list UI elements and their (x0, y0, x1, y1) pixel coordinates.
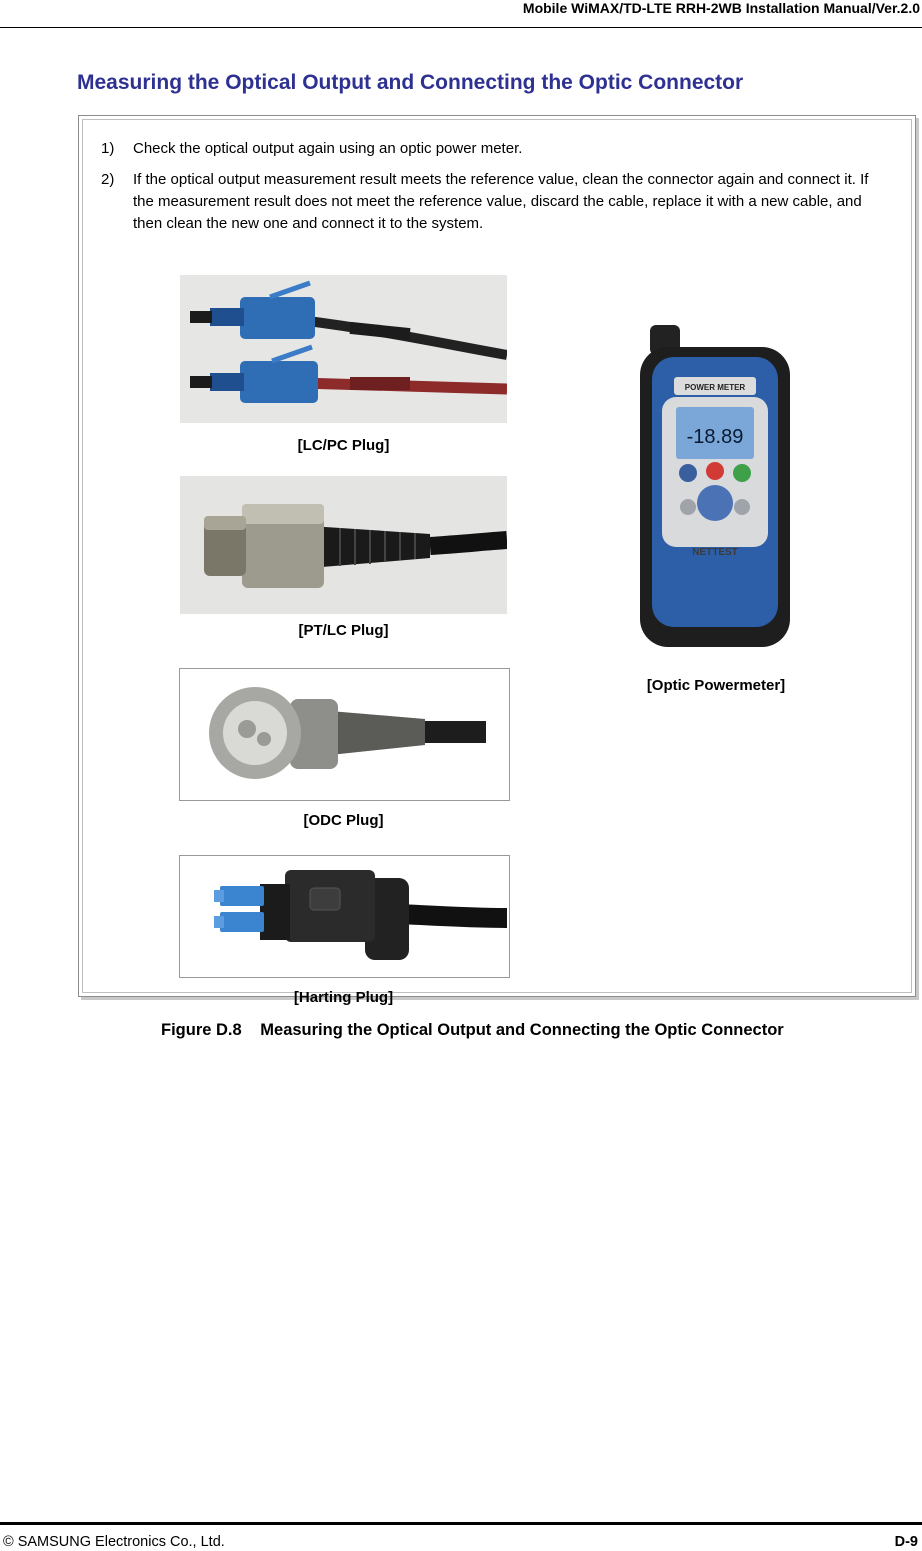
figure-caption (161, 1021, 784, 1040)
lc-pc-plug-caption: [LC/PC Plug] (297, 437, 390, 454)
figure-label: Figure D.8 (161, 1021, 242, 1039)
powermeter-brand: NETTEST (692, 547, 738, 558)
harting-plug-icon (180, 856, 507, 975)
step-number: 2) (101, 171, 115, 188)
running-header: Mobile WiMAX/TD-LTE RRH-2WB Installation Manual/Ver.2.0 (522, 0, 920, 16)
step-text: Check the optical output again using an optic power meter. (133, 140, 523, 157)
powermeter-reading: -18.89 (686, 426, 744, 448)
harting-plug-caption: [Harting Plug] (293, 989, 394, 1006)
lc-pc-plug-image (180, 275, 507, 423)
header-rule (0, 27, 922, 28)
page-number: D-9 (894, 1534, 918, 1550)
harting-plug-image (179, 855, 510, 978)
powermeter-label: POWER METER (684, 383, 746, 392)
odc-plug-icon (180, 669, 507, 798)
pt-lc-plug-image (180, 476, 507, 614)
lc-pc-plug-icon (180, 275, 507, 423)
powermeter-icon (640, 325, 790, 650)
optic-powermeter-caption: [Optic Powermeter] (646, 677, 786, 694)
pt-lc-plug-icon (180, 476, 507, 614)
section-title: Measuring the Optical Output and Connecting the Optic Connector (77, 71, 744, 94)
optic-powermeter-image (640, 325, 790, 650)
odc-plug-image (179, 668, 510, 801)
footer-copyright: © SAMSUNG Electronics Co., Ltd. (3, 1534, 225, 1550)
step-text: If the optical output measurement result meets the reference value, clean the connector again and connect it. If the measurement result does not meet the reference value, discard the cable, replace it with a new cable, and then clean the new one and connect it to the system. (133, 171, 869, 232)
footer-rule (0, 1522, 922, 1525)
figure-title: Measuring the Optical Output and Connecting the Optic Connector (260, 1021, 784, 1039)
odc-plug-caption: [ODC Plug] (303, 812, 384, 829)
pt-lc-plug-caption: [PT/LC Plug] (298, 622, 389, 639)
step-number: 1) (101, 140, 115, 157)
